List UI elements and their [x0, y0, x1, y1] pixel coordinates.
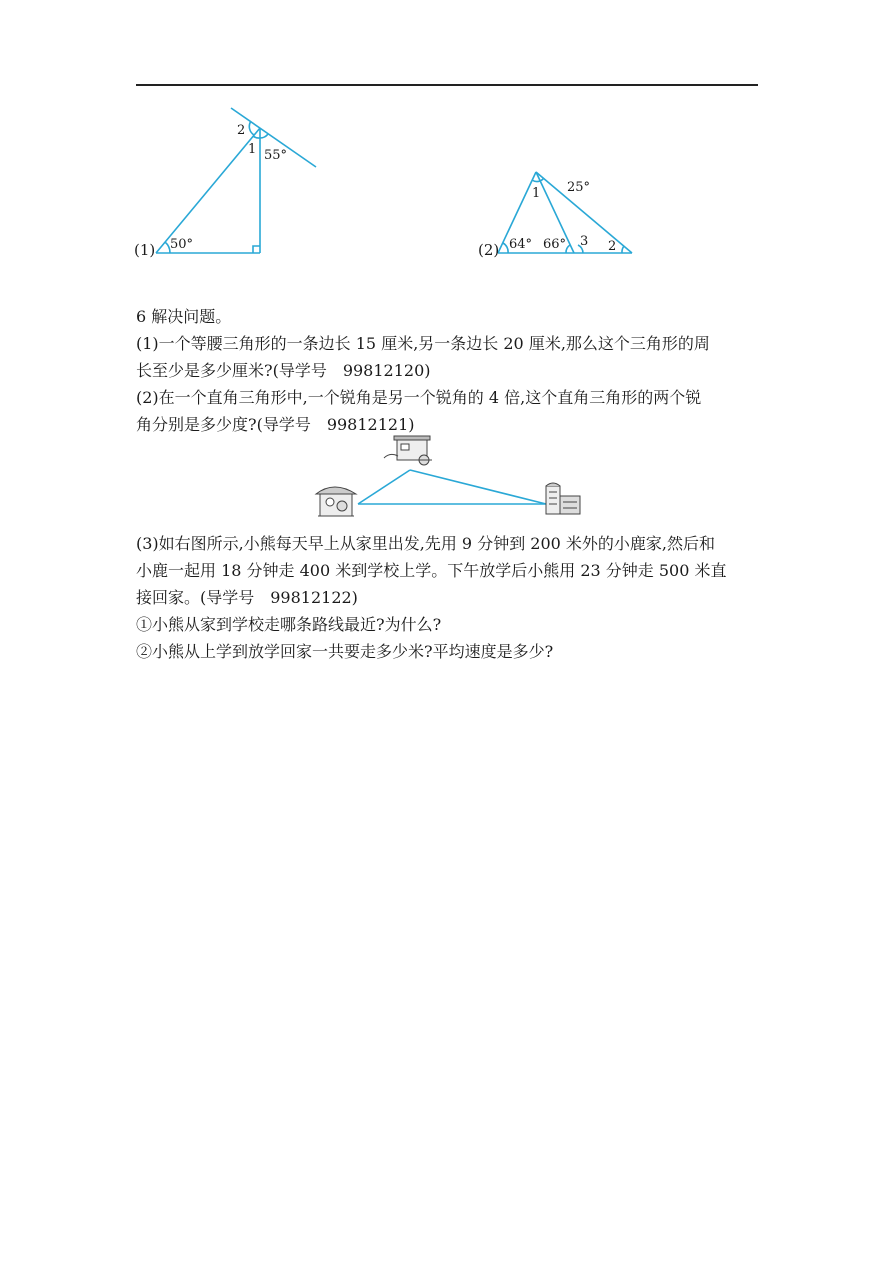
school-building-icon — [546, 483, 580, 514]
fig1-right-angle-mark — [253, 246, 260, 253]
fig1-arc-1 — [253, 136, 260, 138]
figure-2-triangle — [474, 165, 644, 265]
fig2-angle-66: 66° — [543, 237, 567, 252]
question-3-line-1: (3)如右图所示,小熊每天早上从家里出发,先用 9 分钟到 200 米外的小鹿家,然后和 — [136, 534, 715, 553]
route-map-illustration — [312, 432, 588, 522]
top-rule — [136, 84, 758, 86]
fig1-hypotenuse — [156, 128, 260, 253]
question-3-line-3: 接回家。(导学号 99812122) — [136, 588, 358, 607]
section-heading: 6 解决问题。 — [136, 307, 232, 326]
fig2-angle-1: 1 — [532, 186, 541, 201]
problem-section — [136, 303, 760, 438]
fig1-label: (1) — [134, 241, 156, 259]
fig2-angle-25: 25° — [567, 180, 591, 195]
fig1-angle-50: 50° — [170, 237, 194, 252]
fig2-arc-66 — [566, 245, 570, 253]
question-2-line-2: 角分别是多少度?(导学号 99812121) — [136, 415, 415, 434]
route-home-to-deer — [358, 470, 410, 504]
fig1-angle-1: 1 — [248, 142, 257, 157]
fig2-arc-1 — [532, 180, 540, 182]
figure-1-right-triangle — [130, 100, 330, 265]
question-3-sub-2: ②小熊从上学到放学回家一共要走多少米?平均速度是多少? — [136, 642, 554, 661]
question-3-line-2: 小鹿一起用 18 分钟走 400 米到学校上学。下午放学后小熊用 23 分钟走 500 米直 — [136, 561, 727, 580]
fig2-angle-3: 3 — [580, 234, 589, 249]
question-3-sub-1: ①小熊从家到学校走哪条路线最近?为什么? — [136, 615, 442, 634]
question-1-line-1: (1)一个等腰三角形的一条边长 15 厘米,另一条边长 20 厘米,那么这个三角形的周 — [136, 334, 710, 353]
fig1-angle-2: 2 — [237, 123, 246, 138]
fig2-angle-64: 64° — [509, 237, 533, 252]
problem-section-continued — [136, 530, 760, 665]
fig2-angle-2: 2 — [608, 239, 617, 254]
fig2-arc-25 — [540, 178, 544, 181]
fig1-angle-55: 55° — [264, 148, 288, 163]
route-deer-to-school — [410, 470, 546, 504]
bear-house-icon — [316, 487, 356, 516]
fig2-arc-64 — [503, 243, 508, 253]
fig2-label: (2) — [478, 241, 500, 259]
question-2-line-1: (2)在一个直角三角形中,一个锐角是另一个锐角的 4 倍,这个直角三角形的两个锐 — [136, 388, 702, 407]
fig2-arc-2 — [622, 246, 624, 253]
deer-house-icon — [384, 436, 432, 465]
question-1-line-2: 长至少是多少厘米?(导学号 99812120) — [136, 361, 431, 380]
fig1-arc-55 — [260, 134, 268, 138]
